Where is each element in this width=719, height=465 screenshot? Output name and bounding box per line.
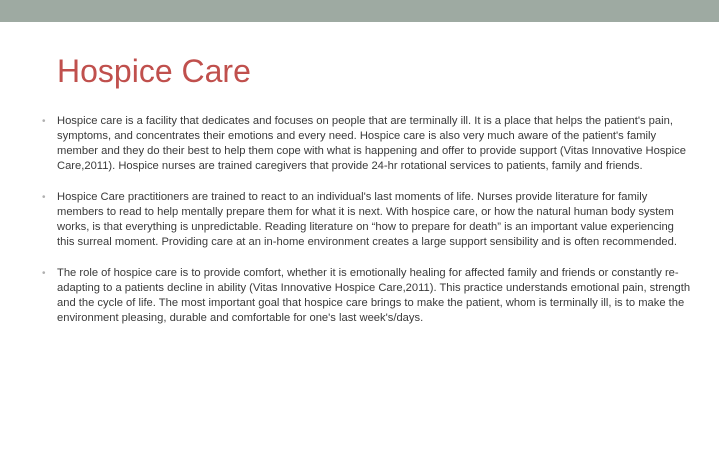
bullet-item: [42, 266, 692, 326]
bullet-list: [42, 114, 692, 342]
bullet-item: [42, 114, 692, 174]
bullet-icon: •: [42, 268, 46, 279]
bullet-item: [42, 190, 692, 250]
bullet-icon: •: [42, 116, 46, 127]
bullet-icon: •: [42, 192, 46, 203]
bullet-text: Hospice care is a facility that dedicates and focuses on people that are terminally ill. It is a place that helps the patient's pain, symptoms, and concentrates their emotions and every need. Hospice care is also very much aware of the patient's family member and they do their best to help them cope with what is happening and offer to provide support (Vitas Innovative Hospice Care,2011). Hospice nurses are trained caregivers that provide 24-hr rotational services to patients, family and friends.: [57, 115, 686, 172]
bullet-text: Hospice Care practitioners are trained to react to an individual's last moments of life. Nurses provide literature for family members to read to help mentally prepare them for what it is next. With hospice care, or how the natural human body system works, is that everything is unpredictable. Reading literature on “how to prepare for death” is an important value experiencing this surreal moment. Providing care at an in-home environment creates a large support sensibility and is often recommended.: [57, 191, 677, 248]
slide-title: Hospice Care: [57, 53, 251, 89]
top-bar: [0, 0, 719, 22]
bullet-text: The role of hospice care is to provide comfort, whether it is emotionally healing for affected family and friends or constantly re-adapting to a patients decline in ability (Vitas Innovative Hospice Care,2011). This practice understands emotional pain, strength and the cycle of life. The most important goal that hospice care brings to make the patient, whom is terminally ill, is to make the environment pleasing, durable and comfortable for one's last week's/days.: [57, 267, 691, 324]
